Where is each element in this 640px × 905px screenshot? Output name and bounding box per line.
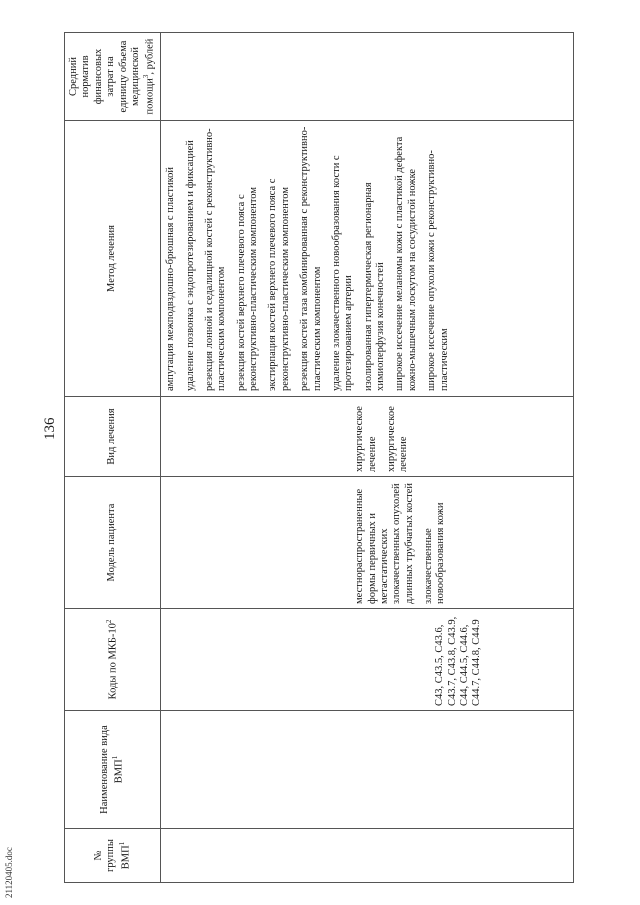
method-item: удаление злокачественного новообразования кости с протезированием артерии <box>330 155 355 391</box>
table-row <box>161 33 574 883</box>
method-item: широкое иссечение меланомы кожи с пластикой дефекта кожно-мышечным лоскутом на сосудистой ножке <box>394 136 418 391</box>
vmp-table <box>64 32 574 883</box>
document-filename: 21120405.doc <box>4 847 14 898</box>
header-treatment-type: Вид лечения <box>65 397 161 477</box>
icd-codes-text: C43, C43.5, C43.6, C43.7, C43.8, C43.9, C44, C44.5, C44.6, C44.7, C44.8, C44.9 <box>434 616 483 706</box>
rotated-table-container <box>64 33 574 883</box>
treatment-method-cell <box>161 121 574 397</box>
vmp-name-cell <box>161 711 574 829</box>
treatment-type-text: хирургическое лечение <box>385 406 410 472</box>
header-group-number: № группы ВМП$^1$ <box>65 829 161 883</box>
treatment-type-text: хирургическое лечение <box>354 406 378 472</box>
patient-model-text: злокачественные новообразования кожи <box>423 502 447 604</box>
method-item: изолированная гипертермическая регионарная химиоперфузия конечностей <box>362 182 386 391</box>
table-header-row <box>65 33 161 883</box>
method-item: удаление позвонка с эндопротезированием и фиксацией <box>184 140 196 391</box>
method-item: широкое иссечение опухоли кожи с реконструктивно-пластическим <box>426 150 450 391</box>
method-item: ампутация межподвздошно-брюшная с пластикой <box>165 166 177 391</box>
header-vmp-name: Наименование вида ВМП$^1$ <box>65 711 161 829</box>
average-cost-cell <box>161 33 574 121</box>
treatment-type-cell <box>161 397 574 477</box>
method-item: резекция лонной и седалищной костей с реконструктивно-пластическим компонентом <box>203 128 228 391</box>
patient-model-cell <box>161 477 574 609</box>
method-item: резекция костей таза комбинированная с реконструктивно-пластическим компонентом <box>299 126 323 391</box>
method-item: резекция костей верхнего плечевого пояса с реконструктивно-пластическим компонентом <box>235 187 259 391</box>
method-item: экстирпация костей верхнего плечевого пояса с реконструктивно-пластическим компонентом <box>267 178 291 391</box>
icd-codes-cell <box>161 609 574 711</box>
header-treatment-method: Метод лечения <box>65 121 161 397</box>
header-average-cost: Средний норматив финансовых затрат на единицу объема медицинской помощи$^3$, рублей <box>65 33 161 121</box>
header-icd-codes: Коды по МКБ-$10^2$ <box>65 609 161 711</box>
header-patient-model: Модель пациента <box>65 477 161 609</box>
page-number: 136 <box>42 417 58 440</box>
group-number-cell <box>161 829 574 883</box>
patient-model-text: местнораспространенные формы первичных и метастатических злокачественных опухолей длинных трубчатых костей <box>354 482 415 604</box>
